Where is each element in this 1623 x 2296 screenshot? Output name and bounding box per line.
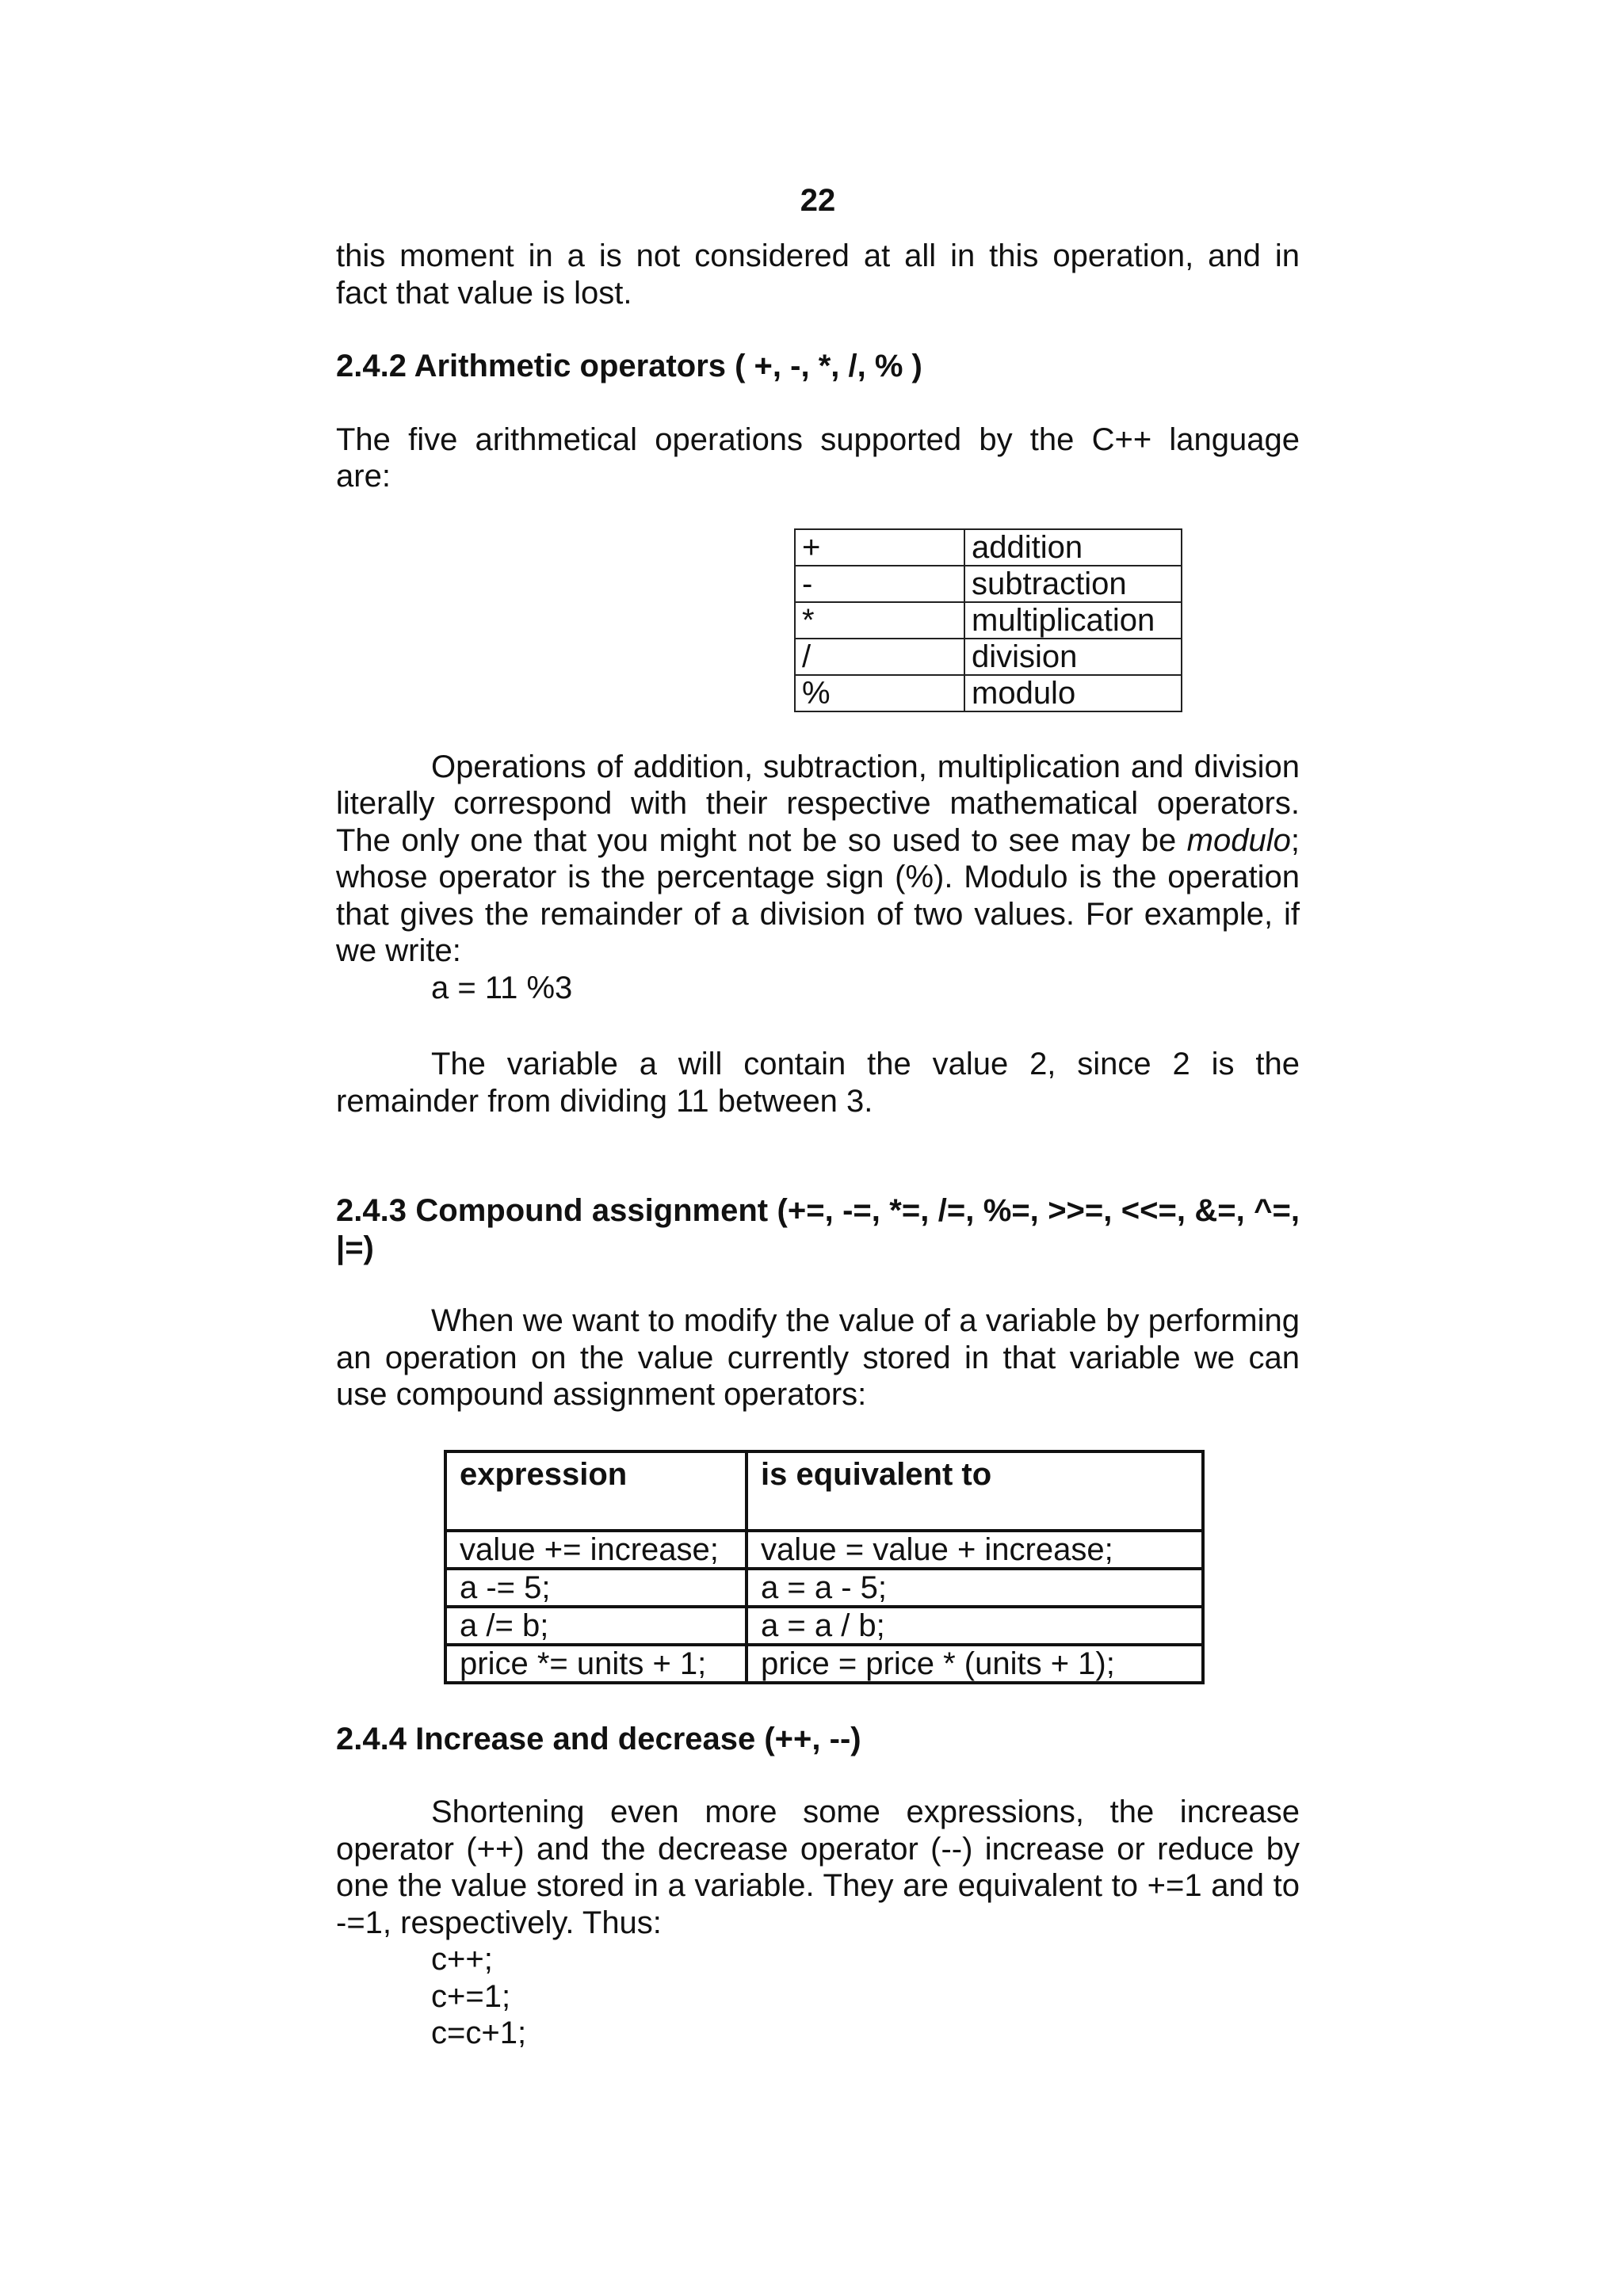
operator-name: multiplication [964,602,1182,639]
section-2-4-4-paragraph: Shortening even more some expressions, the increase operator (++) and the decrease operator (--) increase or reduce by one the value stored in a variable. They are equivalent to +=1 and to -=1, respectively. Thus: [336,1794,1300,1940]
table-row [795,529,1182,566]
section-heading-2-4-2: 2.4.2 Arithmetic operators ( +, -, *, /, % ) [336,349,922,383]
equivalent-cell: value = value + increase; [747,1531,1203,1569]
expression-cell: a -= 5; [445,1569,747,1607]
section-heading-2-4-4: 2.4.4 Increase and decrease (++, --) [336,1721,861,1756]
operator-symbol: - [795,566,964,602]
operator-symbol: * [795,602,964,639]
operator-name: subtraction [964,566,1182,602]
intro-line-2: fact that value is lost. [336,275,632,311]
para1-italic-term: modulo [1186,822,1291,858]
operator-name: addition [964,529,1182,566]
expression-cell: price *= units + 1; [445,1645,747,1683]
header-equivalent: is equivalent to [747,1451,1203,1531]
intro-line-1: this moment in a is not considered at all in this operation, and in [336,238,1300,273]
section-2-4-2-intro-line-2: are: [336,459,391,494]
operator-name: modulo [964,675,1182,711]
code-line: c+=1; [431,1978,511,2014]
section-2-4-2-paragraph-1 [336,749,1300,970]
equivalent-cell: a = a - 5; [747,1569,1203,1607]
table-row [445,1531,1203,1569]
equivalent-cell: price = price * (units + 1); [747,1645,1203,1683]
section-heading-2-4-3: 2.4.3 Compound assignment (+=, -=, *=, /=, %=, >>=, <<=, &=, ^=, |=) [336,1193,1300,1265]
table-row [445,1607,1203,1645]
section-2-4-2-paragraph-2: The variable a will contain the value 2, since 2 is the remainder from dividing 11 between 3. [336,1047,1300,1119]
expression-cell: a /= b; [445,1607,747,1645]
code-line: c++; [431,1942,493,1977]
arithmetic-operators-table [794,528,1182,712]
table-row [445,1645,1203,1683]
table-row [795,639,1182,675]
operator-symbol: + [795,529,964,566]
table-row [795,675,1182,711]
operator-name: division [964,639,1182,675]
section-2-4-3-intro: When we want to modify the value of a variable by performing an operation on the value currently stored in that variable we can use compound assignment operators: [336,1303,1300,1412]
code-line: c=c+1; [431,2016,527,2050]
table-row [445,1569,1203,1607]
compound-assignment-table [444,1450,1205,1684]
operator-symbol: / [795,639,964,675]
equivalent-cell: a = a / b; [747,1607,1203,1645]
page-number: 22 [800,183,836,218]
table-header-row [445,1451,1203,1531]
expression-cell: value += increase; [445,1531,747,1569]
increment-code-block [336,1941,1300,2052]
operator-symbol: % [795,675,964,711]
document-page [336,182,1300,2052]
header-expression: expression [445,1451,747,1531]
section-2-4-2-intro-line-1: The five arithmetical operations supported by the C++ language [336,421,1300,457]
modulo-code-example: a = 11 %3 [431,970,573,1005]
para1-text-b: ; whose operator is the percentage sign (%). Modulo is the operation that gives the remainder of a division of two values. For example, if we write: [336,822,1300,968]
table-row [795,566,1182,602]
table-row [795,602,1182,639]
para1-text-a: Operations of addition, subtraction, multiplication and division literally correspond with their respective mathematical operators. The only one that you might not be so used to see may be [336,749,1300,858]
